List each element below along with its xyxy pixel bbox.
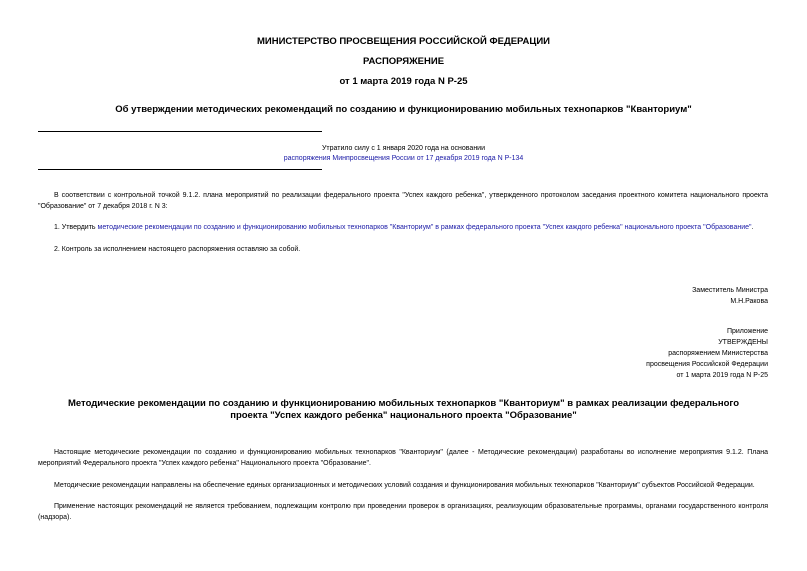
doc-date-heading: от 1 марта 2019 года N Р-25 — [339, 76, 468, 87]
status-link[interactable]: распоряжения Минпросвещения России от 17 декабря 2019 года N Р-134 — [283, 155, 524, 162]
recommendations-paragraph-2: Методические рекомендации направлены на обеспечение единых организационных и методических условий создания и функционирования мобильных технопарков "Кванториум" субъектов Российской Федерации. — [54, 482, 755, 489]
appendix-approved: УТВЕРЖДЕНЫ — [718, 339, 768, 346]
bottom-rule — [38, 169, 322, 170]
appendix-label: Приложение — [726, 328, 768, 335]
top-rule — [38, 131, 322, 132]
item-1 — [54, 222, 774, 233]
status-line: Утратило силу с 1 января 2020 года на основании — [321, 145, 486, 152]
doc-title: Об утверждении методических рекомендаций по созданию и функционированию мобильных технопарков "Кванториум" — [115, 104, 692, 115]
ministry-heading: МИНИСТЕРСТВО ПРОСВЕЩЕНИЯ РОССИЙСКОЙ ФЕДЕРАЦИИ — [256, 36, 551, 47]
recommendations-paragraph-3: Применение настоящих рекомендаций не является требованием, подлежащим контролю при проведении проверок в организациях, реализующим образовательные программы, органами государственного контроля (надзора). — [38, 503, 768, 521]
item-2: 2. Контроль за исполнением настоящего распоряжения оставляю за собой. — [54, 246, 301, 253]
recommendations-paragraph-1: Настоящие методические рекомендации по созданию и функционированию мобильных технопарков "Кванториум" (далее - Методические рекомендации) разработаны во исполнение мероприятия 9.1.2. Плана мероприятий Федерального проекта "Успех каждого ребенка" Национального проекта "Образование". — [38, 449, 768, 467]
signature-name: М.Н.Ракова — [730, 298, 768, 305]
signature-position: Заместитель Министра — [692, 287, 768, 294]
appendix-date: от 1 марта 2019 года N Р-25 — [676, 372, 768, 379]
item-1-prefix: 1. Утвердить — [54, 224, 98, 231]
intro-paragraph: В соответствии с контрольной точкой 9.1.2. плана мероприятий по реализации федерального проекта "Успех каждого ребенка", утвержденного протоколом заседания проектного комитета национального проекта "Образование" от 7 декабря 2018 г. N 3: — [38, 192, 768, 210]
recommendations-title: Методические рекомендации по созданию и функционированию мобильных технопарков "Кванториум" в рамках реализации федерального проекта "Успех каждого ребенка" национального проекта "Образование" — [67, 398, 740, 421]
appendix-by: распоряжением Министерства — [668, 350, 768, 357]
item-1-suffix: . — [751, 224, 754, 231]
appendix-ministry: просвещения Российской Федерации — [646, 361, 768, 368]
doc-type-heading: РАСПОРЯЖЕНИЕ — [362, 56, 445, 67]
recommendations-link[interactable]: методические рекомендации по созданию и функционированию мобильных технопарков "Кванториум" в рамках федерального проекта "Успех каждого ребенка" национального проекта "Образование" — [97, 224, 752, 231]
